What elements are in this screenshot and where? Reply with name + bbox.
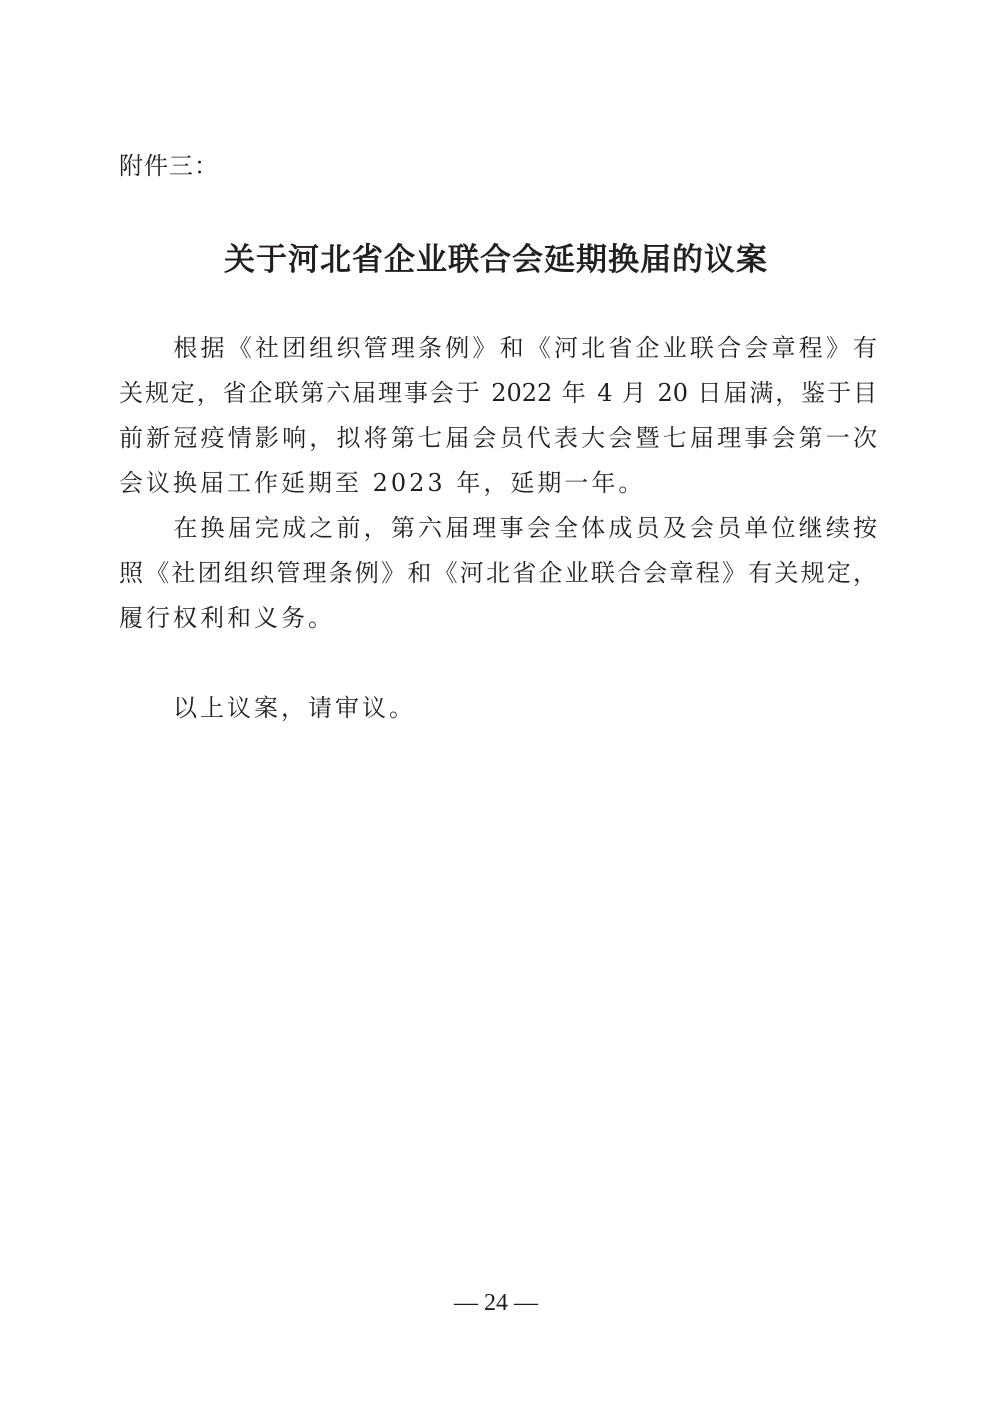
paragraph-1-line-3: 前新冠疫情影响，拟将第七届会员代表大会暨七届理事会第一次 <box>119 424 877 452</box>
paragraph-1 <box>119 326 877 506</box>
paragraph-2 <box>119 506 877 641</box>
paragraph-1-line-2: 关规定，省企联第六届理事会于 2022 年 4 月 20 日届满，鉴于目 <box>119 379 877 407</box>
paragraph-2-line-3: 履行权利和义务。 <box>119 604 335 632</box>
paragraph-2-line-1: 在换届完成之前，第六届理事会全体成员及会员单位继续按 <box>119 514 877 542</box>
paragraph-1-line-4: 会议换届工作延期至 2023 年，延期一年。 <box>119 469 646 497</box>
page-number: — 24 — <box>454 1290 538 1316</box>
document-title: 关于河北省企业联合会延期换届的议案 <box>224 242 768 278</box>
closing-line: 以上议案，请审议。 <box>119 694 416 722</box>
closing-paragraph <box>119 686 877 731</box>
attachment-label: 附件三： <box>119 152 219 180</box>
paragraph-2-line-2: 照《社团组织管理条例》和《河北省企业联合会章程》有关规定， <box>119 559 877 587</box>
paragraph-1-line-1: 根据《社团组织管理条例》和《河北省企业联合会章程》有 <box>119 334 877 362</box>
